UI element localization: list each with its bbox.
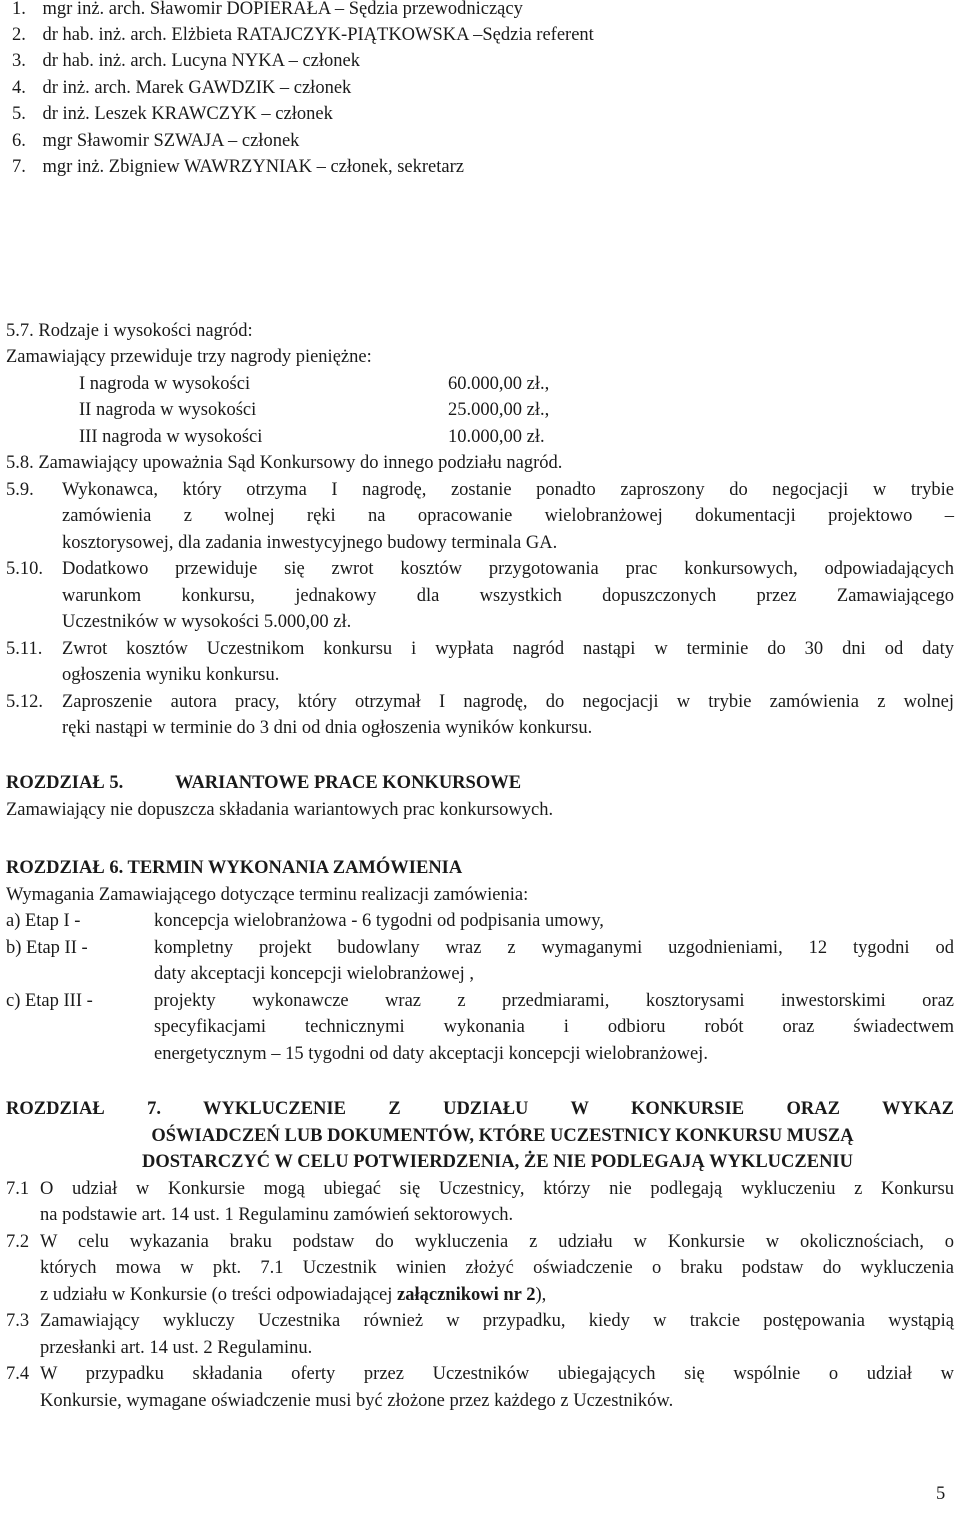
list-item [12,154,464,180]
stage-text: energetycznym – 15 tygodni od daty akceptacji koncepcji wielobranżowej. [154,1044,708,1064]
prize-label: II nagroda w wysokości [79,400,257,420]
jury-member: dr inż. arch. Marek GAWDZIK – członek [42,78,352,98]
paragraph-line: Zaproszenie autora pracy, który otrzymał I nagrodę, do negocjacji w trybie zamówienia z wolnej [62,692,954,712]
stage-label: b) Etap II - [6,938,88,958]
stage-text: specyfikacjami technicznymi wykonania i odbioru robót oraz świadectwem [154,1017,954,1037]
list-item [12,48,360,74]
paragraph-line: Zwrot kosztów Uczestnikom konkursu i wypłata nagród nastąpi w terminie do 30 dni od daty [62,639,954,659]
section-number: 5.9. [6,480,34,500]
stage-label: a) Etap I - [6,911,81,931]
jury-member: mgr inż. arch. Sławomir DOPIERAŁA – Sędzia przewodniczący [42,0,523,19]
chapter-heading: ROZDZIAŁ 5. [6,773,124,793]
list-item [12,22,594,48]
list-item [12,0,523,22]
paragraph-line: których mowa w pkt. 7.1 Uczestnik winien złożyć oświadczenie o braku podstaw do wykluczenia [40,1258,954,1278]
attachment-reference: załącznikowi nr 2 [397,1285,536,1305]
list-item [12,101,333,127]
paragraph-line: ogłoszenia wyniku konkursu. [62,665,280,685]
stage-label: c) Etap III - [6,991,93,1011]
section-number: 7.2 [6,1232,30,1252]
chapter-text: Zamawiający nie dopuszcza składania wariantowych prac konkursowych. [6,800,554,820]
list-number: 7. [12,157,26,177]
list-number: 2. [12,25,26,45]
section-number: 7.3 [6,1311,30,1331]
prize-label: III nagroda w wysokości [79,427,263,447]
paragraph-line: zamówienia z wolnej ręki na opracowanie wielobranżowej dokumentacji projektowo – [62,506,954,526]
stage-text: daty akceptacji koncepcji wielobranżowej , [154,964,475,984]
chapter-heading: DOSTARCZYĆ W CELU POTWIERDZENIA, ŻE NIE PODLEGAJĄ WYKLUCZENIU [141,1152,853,1172]
paragraph-line: na podstawie art. 14 ust. 1 Regulaminu zamówień sektorowych. [40,1205,514,1225]
jury-member: mgr inż. Zbigniew WAWRZYNIAK – członek, sekretarz [42,157,464,177]
paragraph-line: kosztorysowej, dla zadania inwestycyjnego budowy terminala GA. [62,533,558,553]
paragraph-line: Konkursie, wymagane oświadczenie musi być złożone przez każdego z Uczestników. [40,1391,674,1411]
list-number: 1. [12,0,26,19]
chapter-heading: ROZDZIAŁ 6. [6,858,124,878]
jury-member: dr inż. Leszek KRAWCZYK – członek [42,104,333,124]
paragraph-line: Wykonawca, który otrzyma I nagrodę, zostanie ponadto zaproszony do negocjacji w trybie [62,480,954,500]
section-number: 7.4 [6,1364,30,1384]
prize-amount: 10.000,00 zł. [448,427,545,447]
list-number: 3. [12,51,26,71]
stage-text: koncepcja wielobranżowa - 6 tygodni od podpisania umowy, [154,911,604,931]
jury-member: dr hab. inż. arch. Lucyna NYKA – członek [42,51,360,71]
section-number: 5.8. [6,453,34,473]
section-number: 5.12. [6,692,43,712]
section-number: 5.7. [6,321,34,341]
list-item [12,128,299,154]
paragraph-line: z udziału w Konkursie (o treści odpowiadającej załącznikowi nr 2), [40,1285,547,1305]
section-5-8 [6,450,562,476]
paragraph-line: ręki nastąpi w terminie do 3 dni od dnia ogłoszenia wyników konkursu. [62,718,593,738]
page-number: 5 [936,1484,946,1504]
paragraph-line: warunkom konkursu, jednakowy dla wszystkich dopuszczonych przez Zamawiającego [62,586,954,606]
list-number: 4. [12,78,26,98]
section-number: 5.11. [6,639,43,659]
stage-text: projekty wykonawcze wraz z przedmiarami, kosztorysami inwestorskimi oraz [154,991,954,1011]
paragraph-line: Dodatkowo przewiduje się zwrot kosztów przygotowania prac konkursowych, odpowiadających [62,559,954,579]
prize-amount: 60.000,00 zł., [448,374,550,394]
paragraph-line: Zamawiający wykluczy Uczestnika również w przypadku, kiedy w trakcie postępowania wystąpią [40,1311,954,1331]
list-number: 5. [12,104,26,124]
paragraph-line: W celu wykazania braku podstaw do wykluczenia z udziału w Konkursie w okolicznościach, o [40,1232,954,1252]
paragraph-line: O udział w Konkursie mogą ubiegać się Uczestnicy, którzy nie podlegają wykluczeniu z Konkursu [40,1179,954,1199]
section-intro: Zamawiający przewiduje trzy nagrody pieniężne: [6,347,372,367]
chapter-title: TERMIN WYKONANIA ZAMÓWIENIA [127,858,463,878]
paragraph-line: przesłanki art. 14 ust. 2 Regulaminu. [40,1338,313,1358]
chapter-heading: ROZDZIAŁ 7. WYKLUCZENIE Z UDZIAŁU W KONKURSIE ORAZ WYKAZ [6,1099,954,1119]
prize-amount: 25.000,00 zł., [448,400,550,420]
jury-member: dr hab. inż. arch. Elżbieta RATAJCZYK-PIĄTKOWSKA –Sędzia referent [42,25,594,45]
section-number: 7.1 [6,1179,30,1199]
jury-member: mgr Sławomir SZWAJA – członek [42,131,300,151]
section-text: Zamawiający upoważnia Sąd Konkursowy do innego podziału nagród. [38,453,563,473]
paragraph-line: W przypadku składania oferty przez Uczestników ubiegających się wspólnie o udział w [40,1364,954,1384]
paragraph-line: Uczestników w wysokości 5.000,00 zł. [62,612,352,632]
chapter-title: WARIANTOWE PRACE KONKURSOWE [175,773,522,793]
list-item [12,75,351,101]
section-title: Rodzaje i wysokości nagród: [38,321,253,341]
list-number: 6. [12,131,26,151]
stage-text: kompletny projekt budowlany wraz z wymaganymi uzgodnieniami, 12 tygodni od [154,938,954,958]
prize-label: I nagroda w wysokości [79,374,251,394]
chapter-heading: OŚWIADCZEŃ LUB DOKUMENTÓW, KTÓRE UCZESTNICY KONKURSU MUSZĄ [151,1126,854,1146]
chapter-intro: Wymagania Zamawiającego dotyczące terminu realizacji zamówienia: [6,885,529,905]
section-number: 5.10. [6,559,43,579]
